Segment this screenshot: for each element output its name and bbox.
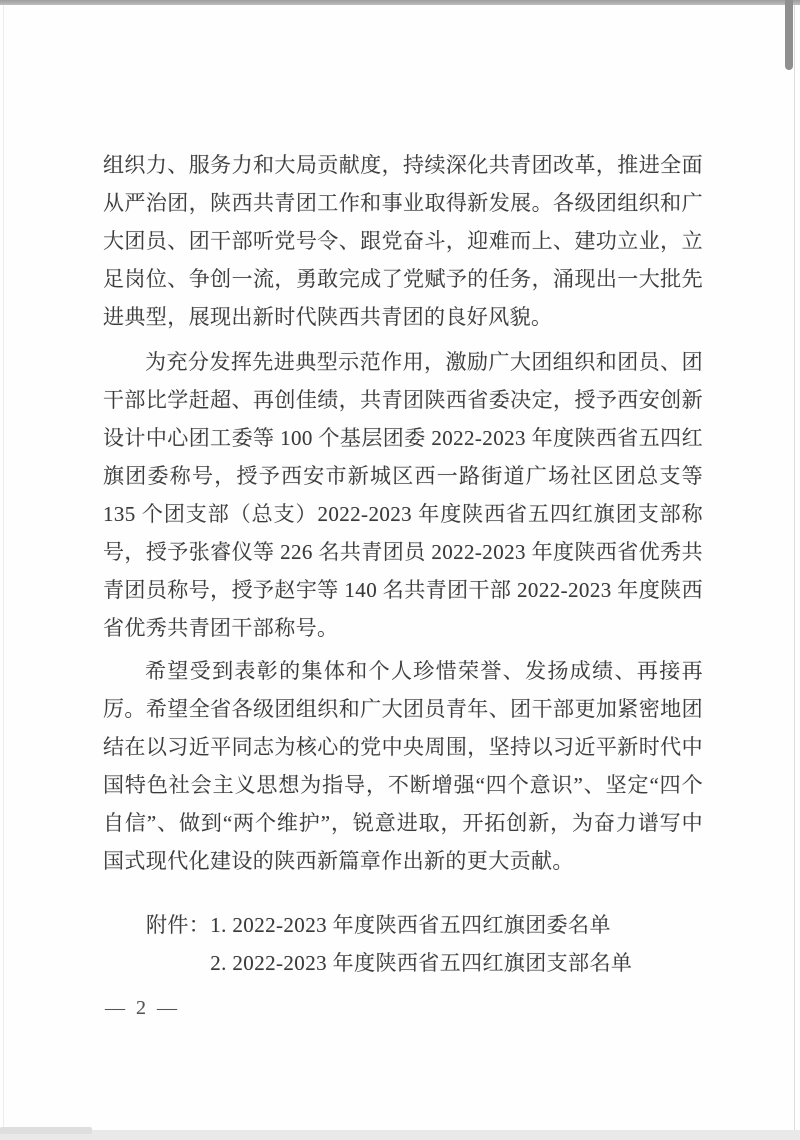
page-right-edge [794,5,795,1131]
attachment-item-2: 2. 2022-2023 年度陕西省五四红旗团支部名单 [210,951,633,975]
scan-smudge-bottom-left [0,1127,92,1134]
body-paragraph-2: 为充分发挥先进典型示范作用，激励广大团组织和团员、团干部比学赶超、再创佳绩，共青团陕西省委决定，授予西安创新设计中心团工委等 100 个基层团委 2022-2023 年度陕西省五四红旗团委称号，授予西安市新城区西一路街道广场社区团总支等 135 个团支部（总支）2022-2023 年度陕西省五四红旗团支部称号，授予张睿仪等 226 名共青团员 2022-2023 年度陕西省优秀共青团员称号，授予赵宇等 140 名共青团干部 2022-2023 年度陕西省优秀共青团干部称号。 [103,350,703,640]
page-number: — 2 — [105,997,180,1019]
body-paragraph-1: 组织力、服务力和大局贡献度，持续深化共青团改革，推进全面从严治团，陕西共青团工作和事业取得新发展。各级团组织和广大团员、团干部听党号令、跟党奋斗，迎难而上、建功立业，立足岗位、争创一流，勇敢完成了党赋予的任务，涌现出一大批先进典型，展现出新时代陕西共青团的良好风貌。 [103,153,703,329]
attachment-label: 附件： [146,913,211,937]
scan-edge-bottom [0,1130,800,1140]
attachment-list [146,906,703,982]
scan-edge-top [0,0,800,5]
scrollbar-thumb[interactable] [785,0,793,70]
attachment-items [210,906,703,982]
document-body [103,146,703,982]
body-paragraph-3: 希望受到表彰的集体和个人珍惜荣誉、发扬成绩、再接再厉。希望全省各级团组织和广大团员青年、团干部更加紧密地团结在以习近平同志为核心的党中央周围，坚持以习近平新时代中国特色社会主义思想为指导，不断增强“四个意识”、坚定“四个自信”、做到“两个维护”，锐意进取，开拓创新，为奋力谱写中国式现代化建设的陕西新篇章作出新的更大贡献。 [103,659,703,873]
page-left-edge [3,5,4,1131]
attachment-item-1: 1. 2022-2023 年度陕西省五四红旗团委名单 [210,913,611,937]
